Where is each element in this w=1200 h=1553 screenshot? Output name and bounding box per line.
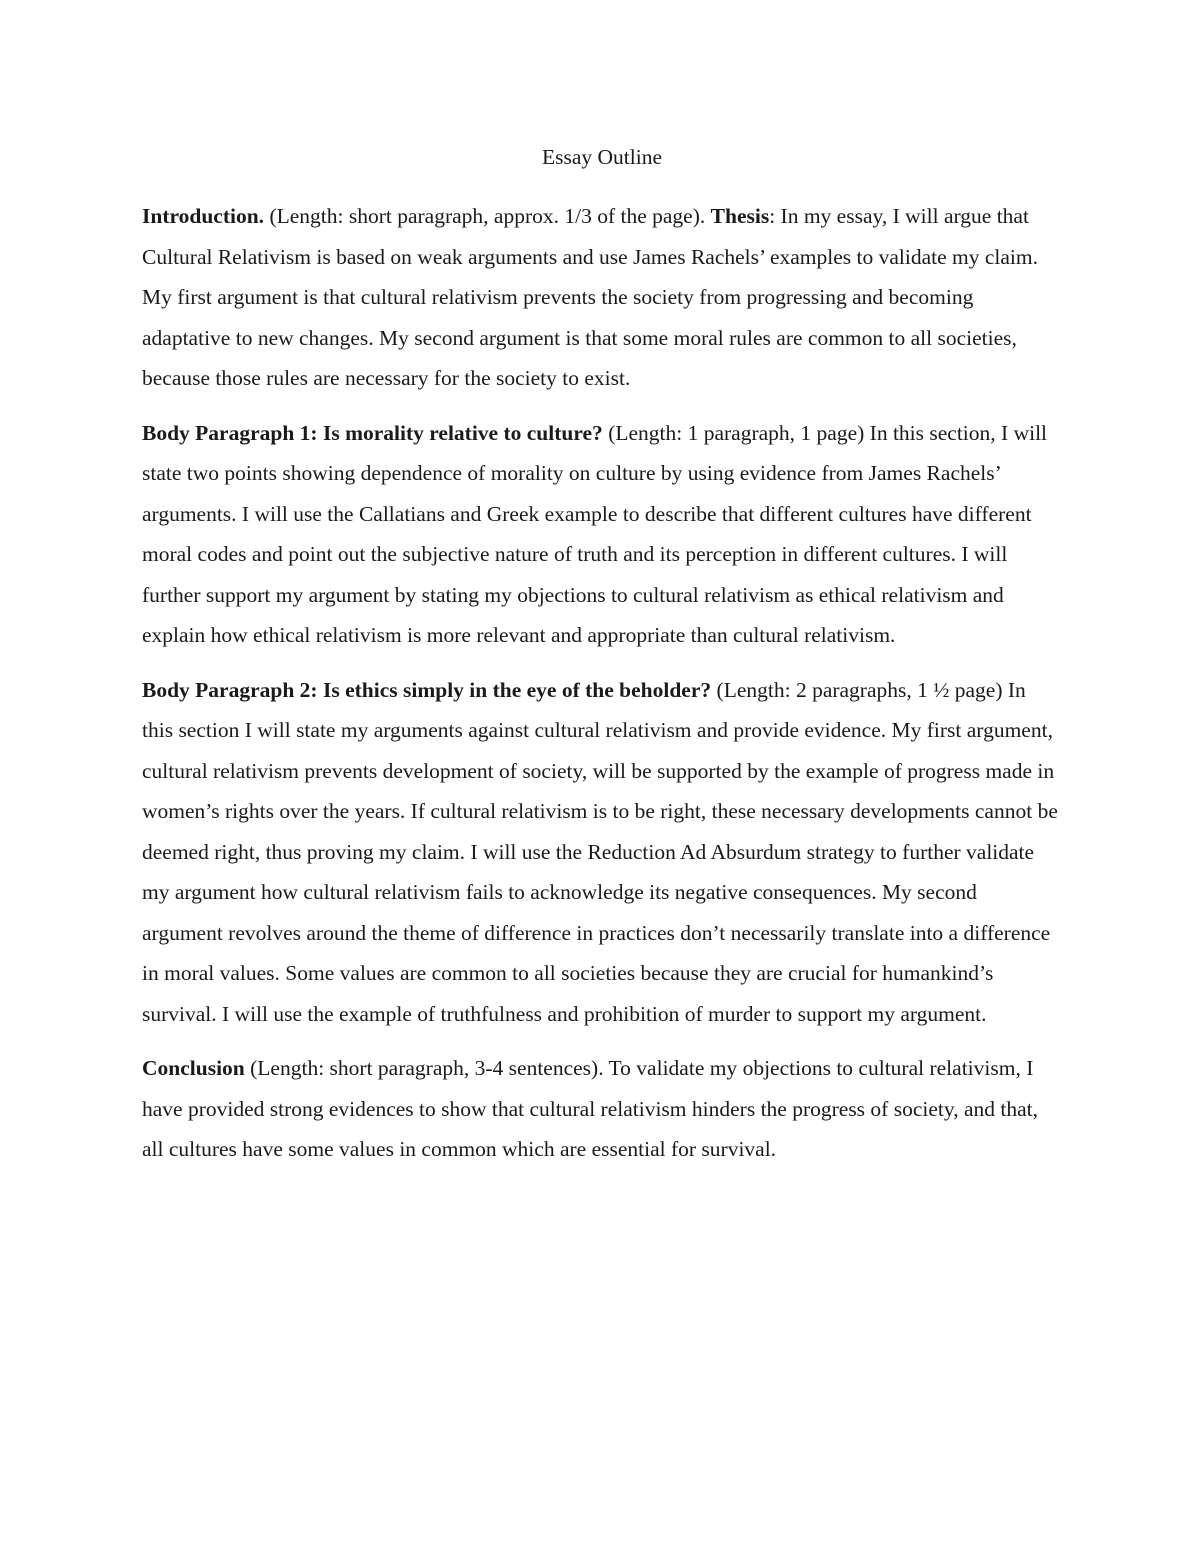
conclusion-heading: Conclusion — [142, 1056, 245, 1080]
body-paragraph-1 — [142, 413, 1062, 656]
document-page — [142, 140, 1062, 1184]
body-paragraph-2-heading: Body Paragraph 2: Is ethics simply in the eye of the beholder? — [142, 677, 712, 702]
introduction-meta: (Length: short paragraph, approx. 1/3 of the page). — [264, 204, 711, 228]
introduction-heading: Introduction. — [142, 204, 265, 228]
body-paragraph-2-text: (Length: 2 paragraphs, 1 ½ page) In this section I will state my arguments against cultural relativism and provide evidence. My first argument, cultural relativism prevents development of society, will be supported by the example of progress made in women’s rights over the years. If cultural relativism is to be right, these necessary developments cannot be deemed right, thus proving my claim. I will use the Reduction Ad Absurdum strategy to further validate my argument how cultural relativism fails to acknowledge its negative consequences. My second argument revolves around the theme of difference in practices don’t necessarily translate into a difference in moral values. Some values are common to all societies because they are crucial for humankind’s survival. I will use the example of truthfulness and prohibition of murder to support my argument. — [142, 677, 1058, 1026]
conclusion-paragraph — [142, 1048, 1062, 1170]
thesis-label: Thesis — [710, 204, 770, 228]
body-paragraph-1-heading: Body Paragraph 1: Is morality relative to culture? — [142, 420, 603, 445]
body-paragraph-2 — [142, 670, 1062, 1035]
introduction-text: : In my essay, I will argue that Cultural Relativism is based on weak arguments and use James Rachels’ examples to validate my claim. My first argument is that cultural relativism prevents the society from progressing and becoming adaptative to new changes. My second argument is that some moral rules are common to all societies, because those rules are necessary for the society to exist. — [142, 204, 1039, 390]
conclusion-text: (Length: short paragraph, 3-4 sentences). To validate my objections to cultural relativism, I have provided strong evidences to show that cultural relativism hinders the progress of society, and that, all cultures have some values in common which are essential for survival. — [142, 1056, 1038, 1161]
document-title: Essay Outline — [541, 145, 663, 169]
introduction-paragraph — [142, 196, 1062, 399]
body-paragraph-1-text: (Length: 1 paragraph, 1 page) In this section, I will state two points showing dependence of morality on culture by using evidence from James Rachels’ arguments. I will use the Callatians and Greek example to describe that different cultures have different moral codes and point out the subjective nature of truth and its perception in different cultures. I will further support my argument by stating my objections to cultural relativism as ethical relativism and explain how ethical relativism is more relevant and appropriate than cultural relativism. — [142, 420, 1048, 647]
